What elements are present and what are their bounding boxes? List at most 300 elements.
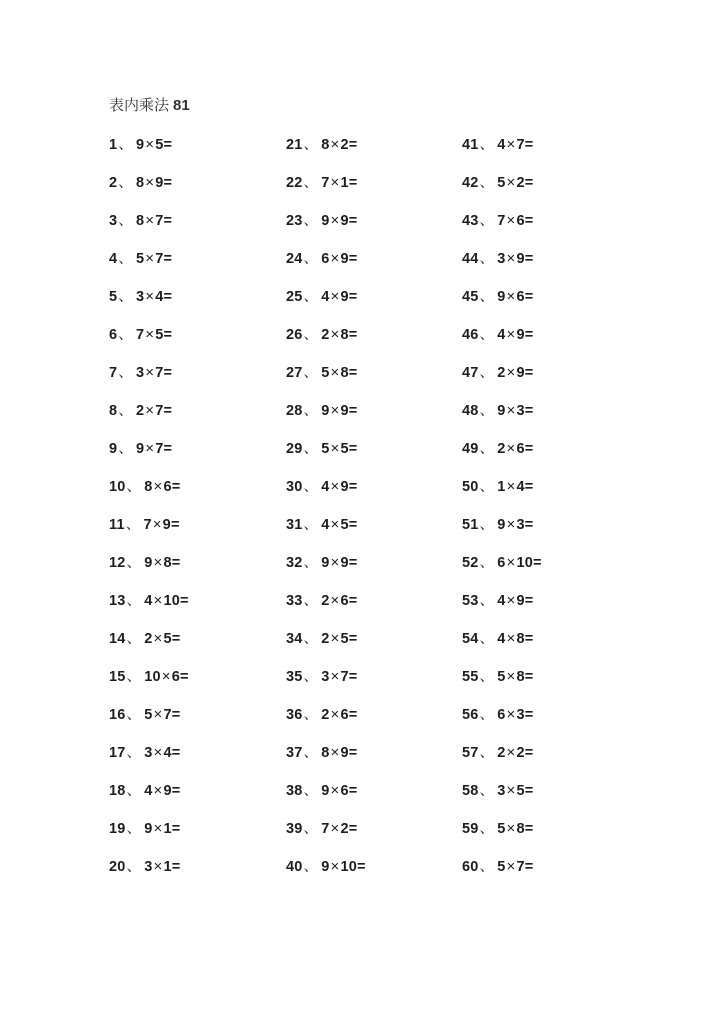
problem-separator: 、 — [303, 631, 319, 647]
factor-b: 1 — [163, 859, 172, 875]
factor-b: 9 — [516, 365, 525, 381]
equals-symbol: = — [524, 593, 534, 609]
problem-number: 16 — [109, 707, 126, 723]
equals-symbol: = — [524, 517, 534, 533]
factor-b: 9 — [162, 517, 171, 533]
problem-item — [286, 249, 456, 287]
problem-number: 28 — [286, 403, 303, 419]
factor-b: 2 — [516, 175, 525, 191]
problem-number: 5 — [109, 289, 118, 305]
problem-separator: 、 — [479, 669, 495, 685]
factor-a: 9 — [135, 441, 145, 457]
factor-a: 4 — [321, 289, 330, 305]
equals-symbol: = — [348, 669, 358, 685]
equals-symbol: = — [348, 745, 358, 761]
problem-item — [286, 439, 456, 477]
problem-item — [286, 591, 456, 629]
equals-symbol: = — [163, 327, 173, 343]
factor-a: 2 — [144, 631, 153, 647]
times-symbol: × — [506, 554, 516, 571]
equals-symbol: = — [524, 745, 534, 761]
problem-number: 23 — [286, 213, 303, 229]
equals-symbol: = — [524, 327, 534, 343]
equals-symbol: = — [524, 821, 534, 837]
problem-separator: 、 — [479, 745, 495, 761]
equals-symbol: = — [524, 441, 534, 457]
times-symbol: × — [153, 554, 163, 571]
factor-a: 4 — [321, 479, 330, 495]
problem-number: 8 — [109, 403, 118, 419]
problem-number: 43 — [462, 213, 479, 229]
problem-separator: 、 — [303, 745, 319, 761]
problem-item — [109, 477, 279, 515]
equals-symbol: = — [163, 441, 173, 457]
times-symbol: × — [153, 478, 163, 495]
problem-item — [286, 325, 456, 363]
problem-number: 47 — [462, 365, 479, 381]
equals-symbol: = — [348, 821, 358, 837]
problem-number: 44 — [462, 251, 479, 267]
equals-symbol: = — [348, 479, 358, 495]
problem-separator: 、 — [303, 327, 319, 343]
problem-separator: 、 — [479, 859, 495, 875]
problem-separator: 、 — [479, 289, 495, 305]
problem-separator: 、 — [303, 859, 319, 875]
factor-b: 9 — [340, 251, 349, 267]
problem-item — [109, 553, 279, 591]
problem-item — [286, 743, 456, 781]
factor-a: 4 — [144, 593, 153, 609]
times-symbol: × — [330, 364, 340, 381]
factor-b: 3 — [516, 707, 525, 723]
problem-separator: 、 — [479, 327, 495, 343]
factor-a: 7 — [321, 821, 330, 837]
factor-a: 9 — [321, 213, 330, 229]
problem-item — [286, 363, 456, 401]
equals-symbol: = — [348, 593, 358, 609]
problem-separator: 、 — [126, 707, 142, 723]
factor-b: 6 — [340, 707, 349, 723]
equals-symbol: = — [180, 669, 189, 685]
problem-item — [109, 325, 279, 363]
factor-a: 6 — [497, 555, 506, 571]
problem-number: 15 — [109, 669, 126, 685]
times-symbol: × — [153, 820, 163, 837]
factor-a: 8 — [144, 479, 153, 495]
problem-separator: 、 — [303, 593, 319, 609]
times-symbol: × — [330, 858, 340, 875]
problem-separator: 、 — [125, 517, 141, 533]
problem-separator: 、 — [118, 365, 133, 381]
problem-item — [462, 781, 632, 819]
times-symbol: × — [506, 212, 516, 229]
problem-separator: 、 — [118, 175, 133, 191]
problem-item — [462, 287, 632, 325]
factor-a: 9 — [321, 859, 330, 875]
factor-a: 3 — [135, 289, 145, 305]
factor-a: 7 — [143, 517, 152, 533]
factor-b: 2 — [340, 821, 349, 837]
factor-b: 7 — [155, 213, 164, 229]
problem-number: 45 — [462, 289, 479, 305]
problem-item — [109, 515, 279, 553]
times-symbol: × — [506, 744, 516, 761]
problem-separator: 、 — [479, 441, 495, 457]
factor-b: 8 — [516, 631, 525, 647]
equals-symbol: = — [180, 593, 189, 609]
problem-item — [462, 705, 632, 743]
problem-item — [286, 211, 456, 249]
factor-a: 9 — [497, 403, 506, 419]
problem-number: 19 — [109, 821, 126, 837]
equals-symbol: = — [348, 441, 358, 457]
factor-b: 1 — [340, 175, 349, 191]
factor-b: 2 — [340, 137, 349, 153]
problem-column-2 — [286, 135, 456, 895]
factor-b: 9 — [340, 479, 349, 495]
problem-item — [462, 401, 632, 439]
factor-b: 7 — [516, 859, 525, 875]
problem-item — [462, 363, 632, 401]
equals-symbol: = — [348, 251, 358, 267]
times-symbol: × — [330, 326, 340, 343]
problem-number: 59 — [462, 821, 479, 837]
problem-separator: 、 — [118, 289, 133, 305]
problem-number: 1 — [109, 137, 118, 153]
equals-symbol: = — [348, 555, 358, 571]
factor-b: 8 — [340, 327, 349, 343]
equals-symbol: = — [171, 745, 181, 761]
problem-separator: 、 — [126, 783, 142, 799]
factor-a: 2 — [135, 403, 145, 419]
times-symbol: × — [330, 782, 340, 799]
times-symbol: × — [330, 478, 340, 495]
problem-number: 48 — [462, 403, 479, 419]
problem-item — [462, 819, 632, 857]
times-symbol: × — [506, 858, 516, 875]
problem-number: 6 — [109, 327, 118, 343]
equals-symbol: = — [163, 251, 173, 267]
problem-number: 20 — [109, 859, 126, 875]
equals-symbol: = — [348, 707, 358, 723]
problem-item — [462, 249, 632, 287]
problem-number: 29 — [286, 441, 303, 457]
problem-separator: 、 — [479, 175, 495, 191]
factor-a: 3 — [144, 745, 153, 761]
problem-separator: 、 — [303, 175, 319, 191]
problem-item — [462, 211, 632, 249]
factor-b: 7 — [163, 707, 172, 723]
factor-a: 9 — [144, 555, 153, 571]
times-symbol: × — [145, 402, 155, 419]
problem-separator: 、 — [479, 555, 495, 571]
problem-separator: 、 — [126, 593, 142, 609]
factor-b: 6 — [171, 669, 180, 685]
times-symbol: × — [330, 706, 340, 723]
problem-number: 4 — [109, 251, 118, 267]
times-symbol: × — [506, 174, 516, 191]
factor-a: 5 — [135, 251, 145, 267]
times-symbol: × — [145, 288, 155, 305]
problem-number: 10 — [109, 479, 126, 495]
problem-separator: 、 — [303, 403, 319, 419]
problem-separator: 、 — [303, 213, 319, 229]
problem-item — [109, 819, 279, 857]
problem-separator: 、 — [303, 365, 319, 381]
factor-a: 3 — [144, 859, 153, 875]
factor-a: 9 — [321, 403, 330, 419]
problem-number: 41 — [462, 137, 479, 153]
times-symbol: × — [145, 136, 155, 153]
factor-a: 5 — [497, 859, 506, 875]
problem-item — [462, 667, 632, 705]
problem-number: 46 — [462, 327, 479, 343]
problem-separator: 、 — [126, 631, 142, 647]
factor-b: 9 — [340, 745, 349, 761]
problem-separator: 、 — [118, 403, 133, 419]
problem-item — [286, 553, 456, 591]
factor-b: 8 — [516, 821, 525, 837]
times-symbol: × — [153, 744, 163, 761]
equals-symbol: = — [524, 289, 534, 305]
factor-a: 5 — [497, 669, 506, 685]
factor-a: 2 — [321, 631, 330, 647]
factor-b: 7 — [155, 441, 164, 457]
problem-separator: 、 — [303, 441, 319, 457]
factor-b: 3 — [516, 403, 525, 419]
problem-separator: 、 — [479, 821, 495, 837]
problem-item — [109, 591, 279, 629]
problem-number: 35 — [286, 669, 303, 685]
problem-number: 38 — [286, 783, 303, 799]
times-symbol: × — [506, 820, 516, 837]
factor-b: 6 — [340, 593, 349, 609]
factor-a: 9 — [497, 289, 506, 305]
factor-a: 5 — [497, 821, 506, 837]
times-symbol: × — [506, 326, 516, 343]
factor-b: 7 — [340, 669, 349, 685]
problem-item — [462, 591, 632, 629]
problem-item — [286, 135, 456, 173]
problem-number: 53 — [462, 593, 479, 609]
factor-a: 2 — [321, 707, 330, 723]
factor-a: 5 — [144, 707, 153, 723]
times-symbol: × — [506, 402, 516, 419]
problem-item — [462, 439, 632, 477]
problem-separator: 、 — [303, 555, 319, 571]
factor-b: 5 — [340, 517, 349, 533]
times-symbol: × — [330, 820, 340, 837]
problem-separator: 、 — [303, 517, 319, 533]
problem-item — [286, 667, 456, 705]
factor-a: 4 — [497, 593, 506, 609]
problem-number: 52 — [462, 555, 479, 571]
factor-b: 6 — [340, 783, 349, 799]
problem-number: 60 — [462, 859, 479, 875]
problem-separator: 、 — [118, 213, 133, 229]
problem-column-3 — [462, 135, 632, 895]
problem-separator: 、 — [126, 859, 142, 875]
problem-separator: 、 — [118, 251, 133, 267]
factor-b: 9 — [340, 213, 349, 229]
problem-number: 50 — [462, 479, 479, 495]
equals-symbol: = — [170, 517, 180, 533]
problem-number: 22 — [286, 175, 303, 191]
factor-b: 9 — [516, 593, 525, 609]
factor-b: 9 — [340, 289, 349, 305]
factor-a: 6 — [497, 707, 506, 723]
problem-separator: 、 — [303, 707, 319, 723]
times-symbol: × — [330, 592, 340, 609]
factor-a: 4 — [497, 327, 506, 343]
problem-separator: 、 — [479, 517, 495, 533]
problem-item — [286, 477, 456, 515]
factor-b: 9 — [340, 555, 349, 571]
factor-a: 2 — [497, 441, 506, 457]
problem-number: 51 — [462, 517, 479, 533]
factor-b: 2 — [516, 745, 525, 761]
times-symbol: × — [330, 554, 340, 571]
equals-symbol: = — [171, 479, 181, 495]
times-symbol: × — [330, 744, 340, 761]
equals-symbol: = — [348, 175, 358, 191]
problem-item — [462, 135, 632, 173]
problem-number: 39 — [286, 821, 303, 837]
factor-a: 4 — [144, 783, 153, 799]
times-symbol: × — [506, 364, 516, 381]
equals-symbol: = — [348, 289, 358, 305]
problem-item — [109, 363, 279, 401]
problem-item — [286, 173, 456, 211]
problem-item — [109, 135, 279, 173]
equals-symbol: = — [524, 175, 534, 191]
factor-b: 9 — [516, 251, 525, 267]
problem-separator: 、 — [303, 821, 319, 837]
equals-symbol: = — [524, 251, 534, 267]
factor-b: 5 — [155, 327, 164, 343]
problem-number: 58 — [462, 783, 479, 799]
problem-item — [286, 629, 456, 667]
problem-number: 26 — [286, 327, 303, 343]
factor-a: 9 — [497, 517, 506, 533]
problem-item — [286, 781, 456, 819]
factor-b: 6 — [163, 479, 172, 495]
problem-number: 24 — [286, 251, 303, 267]
equals-symbol: = — [348, 213, 358, 229]
factor-b: 8 — [340, 365, 349, 381]
problem-separator: 、 — [126, 669, 142, 685]
factor-a: 10 — [144, 669, 161, 685]
problem-separator: 、 — [126, 479, 142, 495]
factor-a: 4 — [497, 137, 506, 153]
problem-separator: 、 — [303, 479, 319, 495]
times-symbol: × — [152, 516, 162, 533]
problem-number: 30 — [286, 479, 303, 495]
factor-b: 9 — [340, 403, 349, 419]
equals-symbol: = — [163, 365, 173, 381]
problem-separator: 、 — [479, 251, 495, 267]
times-symbol: × — [506, 782, 516, 799]
equals-symbol: = — [524, 631, 534, 647]
factor-a: 9 — [321, 783, 330, 799]
equals-symbol: = — [171, 783, 181, 799]
equals-symbol: = — [348, 783, 358, 799]
problem-item — [286, 515, 456, 553]
problem-separator: 、 — [479, 137, 495, 153]
factor-b: 5 — [155, 137, 164, 153]
times-symbol: × — [506, 288, 516, 305]
problem-number: 32 — [286, 555, 303, 571]
problem-separator: 、 — [479, 707, 495, 723]
problem-separator: 、 — [479, 213, 495, 229]
equals-symbol: = — [524, 403, 534, 419]
problem-item — [109, 439, 279, 477]
problem-number: 2 — [109, 175, 118, 191]
title-text: 表内乘法 — [109, 97, 170, 114]
problem-number: 18 — [109, 783, 126, 799]
problem-number: 9 — [109, 441, 118, 457]
factor-b: 9 — [155, 175, 164, 191]
problem-separator: 、 — [303, 669, 319, 685]
factor-a: 7 — [135, 327, 145, 343]
equals-symbol: = — [348, 631, 358, 647]
factor-a: 8 — [321, 137, 330, 153]
problem-separator: 、 — [303, 783, 319, 799]
times-symbol: × — [145, 250, 155, 267]
equals-symbol: = — [524, 365, 534, 381]
factor-a: 2 — [321, 327, 330, 343]
times-symbol: × — [330, 668, 340, 685]
problem-number: 3 — [109, 213, 118, 229]
equals-symbol: = — [348, 327, 358, 343]
factor-b: 1 — [163, 821, 172, 837]
factor-a: 6 — [321, 251, 330, 267]
factor-b: 6 — [516, 213, 525, 229]
problem-separator: 、 — [303, 137, 319, 153]
factor-b: 7 — [155, 365, 164, 381]
times-symbol: × — [330, 250, 340, 267]
problem-separator: 、 — [303, 251, 319, 267]
title-number: 81 — [173, 97, 190, 114]
factor-a: 5 — [321, 365, 330, 381]
problem-separator: 、 — [118, 137, 133, 153]
problem-item — [462, 477, 632, 515]
times-symbol: × — [506, 250, 516, 267]
problem-item — [462, 553, 632, 591]
factor-b: 7 — [155, 403, 164, 419]
times-symbol: × — [153, 858, 163, 875]
problem-number: 36 — [286, 707, 303, 723]
times-symbol: × — [506, 440, 516, 457]
problem-item — [462, 857, 632, 895]
times-symbol: × — [506, 516, 516, 533]
factor-a: 2 — [497, 745, 506, 761]
equals-symbol: = — [163, 175, 173, 191]
problem-number: 34 — [286, 631, 303, 647]
problem-item — [109, 857, 279, 895]
factor-b: 4 — [516, 479, 525, 495]
factor-b: 6 — [516, 441, 525, 457]
factor-a: 4 — [321, 517, 330, 533]
equals-symbol: = — [171, 859, 181, 875]
factor-a: 1 — [497, 479, 506, 495]
problem-item — [109, 743, 279, 781]
times-symbol: × — [506, 592, 516, 609]
factor-a: 2 — [321, 593, 330, 609]
factor-b: 10 — [163, 593, 180, 609]
problem-number: 31 — [286, 517, 303, 533]
times-symbol: × — [330, 174, 340, 191]
